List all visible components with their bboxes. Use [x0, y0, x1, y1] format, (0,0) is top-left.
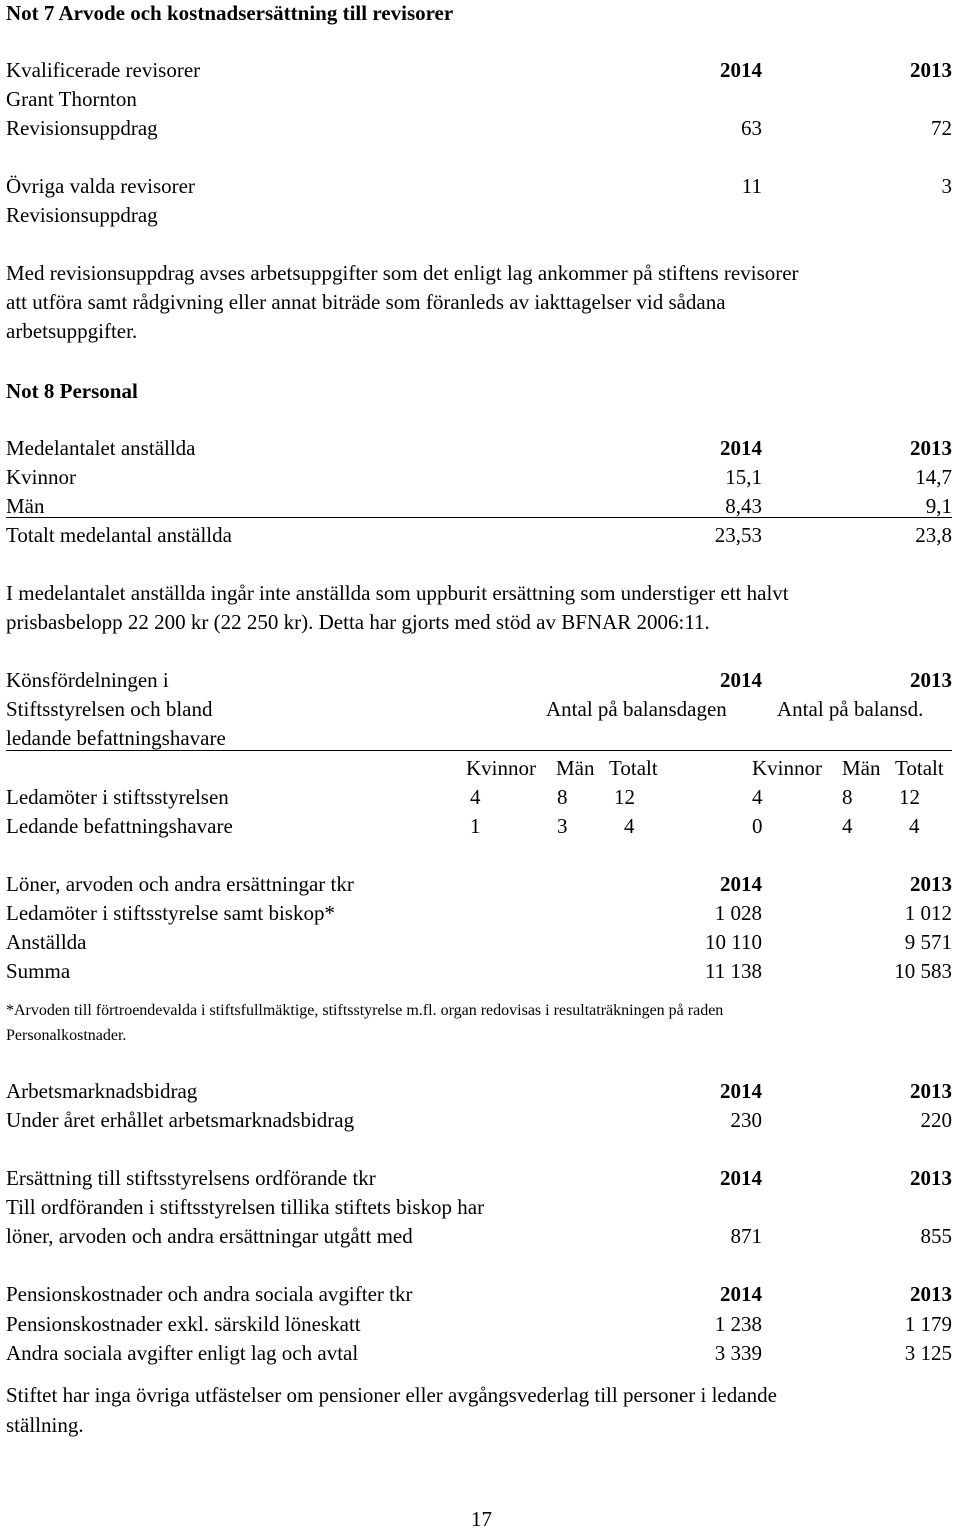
staff-row-value-2014: 8,43: [725, 494, 762, 518]
gender-cell: 12: [614, 785, 635, 809]
gender-col-totalt: Totalt: [895, 756, 944, 780]
labour-year-2014: 2014: [720, 1079, 762, 1103]
gender-cell: 4: [842, 814, 853, 838]
gender-year-2014: 2014: [720, 668, 762, 692]
pension-row-label: Pensionskostnader exkl. särskild löneskatt: [6, 1312, 361, 1336]
staff-total-value-2013: 23,8: [915, 523, 952, 547]
gender-cell: 0: [752, 814, 763, 838]
gender-sub-2013: Antal på balansd.: [777, 697, 924, 721]
pension-label: Pensionskostnader och andra sociala avgifter tkr: [6, 1282, 413, 1306]
labour-row-value-2013: 220: [920, 1108, 952, 1132]
note7-row-sub-label: Revisionsuppdrag: [6, 203, 158, 227]
salaries-row-value-2014: 10 110: [705, 930, 762, 954]
staff-year-2014: 2014: [720, 436, 762, 460]
pension-row-label: Andra sociala avgifter enligt lag och avtal: [6, 1341, 359, 1365]
gender-cell: 4: [752, 785, 763, 809]
gender-cell: 12: [899, 785, 920, 809]
staff-year-2013: 2013: [910, 436, 952, 460]
salaries-year-2013: 2013: [910, 872, 952, 896]
staff-total-value-2014: 23,53: [714, 523, 762, 547]
gender-row-label: Ledande befattningshavare: [6, 814, 233, 838]
gender-cell: 3: [557, 814, 568, 838]
chair-value-2013: 855: [920, 1224, 952, 1248]
note7-paragraph-line: arbetsuppgifter.: [6, 319, 138, 343]
gender-cell: 8: [557, 785, 568, 809]
chair-text-line: löner, arvoden och andra ersättningar utgått med: [6, 1224, 413, 1248]
salaries-label: Löner, arvoden och andra ersättningar tkr: [6, 872, 354, 896]
salaries-row-value-2013: 1 012: [904, 901, 952, 925]
salaries-footnote-line: *Arvoden till förtroendevalda i stiftsfullmäktige, stiftsstyrelse m.fl. organ redovisas i resultaträkningen på raden: [6, 1002, 724, 1019]
chair-text-line: Till ordföranden i stiftsstyrelsen tillika stiftets biskop har: [6, 1195, 485, 1219]
gender-cell: 4: [470, 785, 481, 809]
gender-header-divider: [6, 750, 952, 751]
note7-row-value-2014: 11: [741, 174, 762, 198]
staff-total-label: Totalt medelantal anställda: [6, 523, 232, 547]
gender-col-man: Män: [842, 756, 881, 780]
salaries-row-value-2014: 1 028: [714, 901, 762, 925]
salaries-year-2014: 2014: [720, 872, 762, 896]
staff-row-label: Män: [6, 494, 45, 518]
staff-note-line: prisbasbelopp 22 200 kr (22 250 kr). Detta har gjorts med stöd av BFNAR 2006:11.: [6, 610, 710, 634]
page-number: 17: [471, 1507, 492, 1531]
note8-heading: Not 8 Personal: [6, 379, 138, 403]
note7-heading: Not 7 Arvode och kostnadsersättning till revisorer: [6, 1, 454, 25]
closing-line: Stiftet har inga övriga utfästelser om pensioner eller avgångsvederlag till personer i ledande: [6, 1383, 777, 1407]
note7-row-label: Övriga valda revisorer: [6, 174, 195, 198]
chair-label: Ersättning till stiftsstyrelsens ordförande tkr: [6, 1166, 376, 1190]
labour-row-label: Under året erhållet arbetsmarknadsbidrag: [6, 1108, 355, 1132]
closing-line: ställning.: [6, 1413, 84, 1437]
note7-paragraph-line: Med revisionsuppdrag avses arbetsuppgifter som det enligt lag ankommer på stiftens revisorer: [6, 261, 799, 285]
gender-col-totalt: Totalt: [609, 756, 658, 780]
note7-firm: Grant Thornton: [6, 87, 137, 111]
staff-row-label: Kvinnor: [6, 465, 76, 489]
note7-year-2013: 2013: [910, 58, 952, 82]
gender-cell: 8: [842, 785, 853, 809]
gender-row-label: Ledamöter i stiftsstyrelsen: [6, 785, 229, 809]
chair-year-2013: 2013: [910, 1166, 952, 1190]
gender-cell: 4: [624, 814, 635, 838]
staff-row-value-2013: 9,1: [925, 494, 952, 518]
salaries-row-value-2014: 11 138: [705, 959, 762, 983]
note7-row-label: Revisionsuppdrag: [6, 116, 158, 140]
pension-row-value-2013: 3 125: [904, 1341, 952, 1365]
note7-year-2014: 2014: [720, 58, 762, 82]
pension-row-value-2013: 1 179: [904, 1312, 952, 1336]
salaries-row-label: Ledamöter i stiftsstyrelse samt biskop*: [6, 901, 335, 925]
pension-row-value-2014: 3 339: [714, 1341, 762, 1365]
staff-note-line: I medelantalet anställda ingår inte anställda som uppburit ersättning som understiger ett halvt: [6, 581, 789, 605]
gender-col-man: Män: [556, 756, 595, 780]
salaries-row-label: Summa: [6, 959, 71, 983]
gender-cell: 4: [909, 814, 920, 838]
gender-col-kvinnor: Kvinnor: [752, 756, 822, 780]
gender-year-2013: 2013: [910, 668, 952, 692]
gender-cell: 1: [470, 814, 481, 838]
salaries-row-value-2013: 9 571: [904, 930, 952, 954]
staff-total-divider: [6, 517, 952, 518]
note7-row-value-2013: 3: [941, 174, 952, 198]
note7-row-value-2014: 63: [741, 116, 762, 140]
gender-label-line: Könsfördelningen i: [6, 668, 169, 692]
note7-paragraph-line: att utföra samt rådgivning eller annat biträde som föranleds av iakttagelser vid sådana: [6, 290, 726, 314]
chair-value-2014: 871: [730, 1224, 762, 1248]
staff-label: Medelantalet anställda: [6, 436, 196, 460]
gender-label-line: Stiftsstyrelsen och bland: [6, 697, 213, 721]
salaries-row-value-2013: 10 583: [894, 959, 952, 983]
labour-row-value-2014: 230: [730, 1108, 762, 1132]
pension-year-2013: 2013: [910, 1282, 952, 1306]
note7-row-value-2013: 72: [931, 116, 952, 140]
chair-year-2014: 2014: [720, 1166, 762, 1190]
gender-sub-2014: Antal på balansdagen: [546, 697, 727, 721]
labour-year-2013: 2013: [910, 1079, 952, 1103]
salaries-row-label: Anställda: [6, 930, 87, 954]
pension-row-value-2014: 1 238: [714, 1312, 762, 1336]
staff-row-value-2014: 15,1: [725, 465, 762, 489]
gender-label-line: ledande befattningshavare: [6, 726, 226, 750]
gender-col-kvinnor: Kvinnor: [466, 756, 536, 780]
pension-year-2014: 2014: [720, 1282, 762, 1306]
note7-col-header: Kvalificerade revisorer: [6, 58, 201, 82]
salaries-footnote-line: Personalkostnader.: [6, 1027, 127, 1044]
staff-row-value-2013: 14,7: [915, 465, 952, 489]
labour-label: Arbetsmarknadsbidrag: [6, 1079, 198, 1103]
